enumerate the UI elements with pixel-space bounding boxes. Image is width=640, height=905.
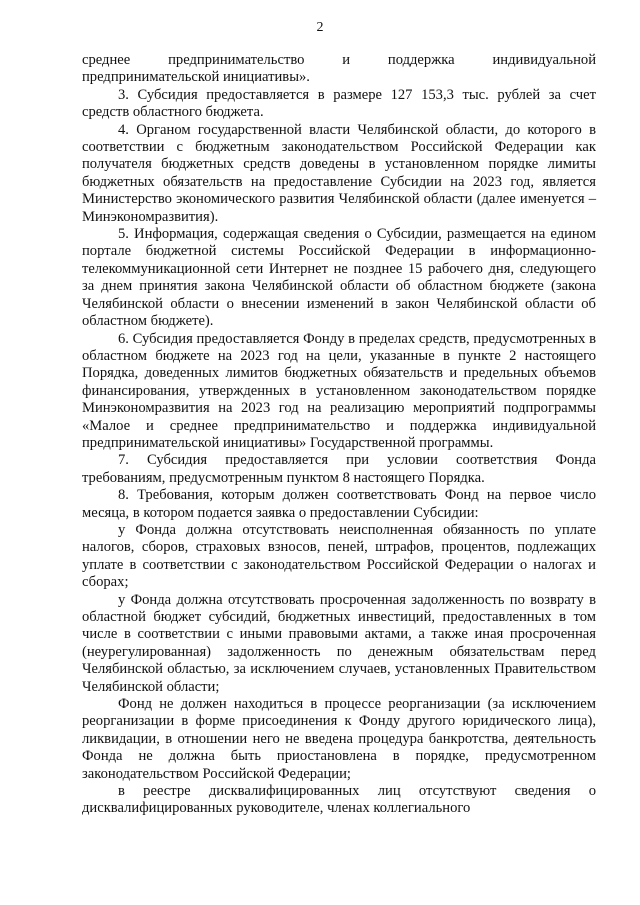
paragraph-continuation: среднее предпринимательство и поддержка индивидуальной предпринимательской инициативы». — [82, 52, 596, 86]
document-body — [82, 52, 596, 818]
paragraph-6: 6. Субсидия предоставляется Фонду в пределах средств, предусмотренных в областном бюджете на 2023 год на цели, указанные в пункте 2 настоящего Порядка, доведенных лимитов бюджетных обязательств и предельных объемов финансирования, утвержденных в установленном законодательством порядке Минэкономразвития на 2023 год на реализацию мероприятий подпрограммы «Малое и среднее предпринимательство и поддержка индивидуальной предпринимательской инициативы» Государственной программы. — [82, 330, 596, 451]
paragraph-5: 5. Информация, содержащая сведения о Субсидии, размещается на едином портале бюджетной системы Российской Федерации в информационно-телекоммуникационной сети Интернет не позднее 15 рабочего дня, следующего за днем принятия закона Челябинской области об областном бюджете (закона Челябинской области о внесении изменений в закон Челябинской области об областном бюджете). — [82, 226, 596, 330]
requirement-disqualified-register: в реестре дисквалифицированных лиц отсутствуют сведения о дисквалифицированных руководителе, членах коллегиального — [82, 783, 596, 817]
paragraph-4: 4. Органом государственной власти Челябинской области, до которого в соответствии с бюджетным законодательством Российской Федерации как получателя бюджетных средств доведены в установленном порядке лимиты бюджетных обязательств на предоставление Субсидии на 2023 год, является Министерство экономического развития Челябинской области (далее именуется – Минэкономразвития). — [82, 121, 596, 225]
paragraph-3: 3. Субсидия предоставляется в размере 127 153,3 тыс. рублей за счет средств областного бюджета. — [82, 86, 596, 121]
requirement-reorganization: Фонд не должен находиться в процессе реорганизации (за исключением реорганизации в форме присоединения к Фонду другого юридического лица), ликвидации, в отношении него не введена процедура банкротства, деятельность Фонда не должна быть приостановлена в порядке, предусмотренном законодательством Российской Федерации; — [82, 696, 596, 782]
paragraph-7: 7. Субсидия предоставляется при условии соответствия Фонда требованиям, предусмотренным пунктом 8 настоящего Порядка. — [82, 452, 596, 486]
page-number: 2 — [316, 20, 324, 35]
paragraph-8: 8. Требования, которым должен соответствовать Фонд на первое число месяца, в котором подается заявка о предоставлении Субсидии: — [82, 487, 596, 521]
requirement-debts: у Фонда должна отсутствовать просроченная задолженность по возврату в областной бюджет субсидий, бюджетных инвестиций, предоставленных в том числе в соответствии с иными правовыми актами, а также иная просроченная (неурегулированная) задолженность по денежным обязательствам перед Челябинской областью, за исключением случаев, установленных Правительством Челябинской области; — [82, 591, 596, 695]
requirement-taxes: у Фонда должна отсутствовать неисполненная обязанность по уплате налогов, сборов, страховых взносов, пеней, штрафов, процентов, подлежащих уплате в соответствии с законодательством Российской Федерации о налогах и сборах; — [82, 521, 596, 591]
